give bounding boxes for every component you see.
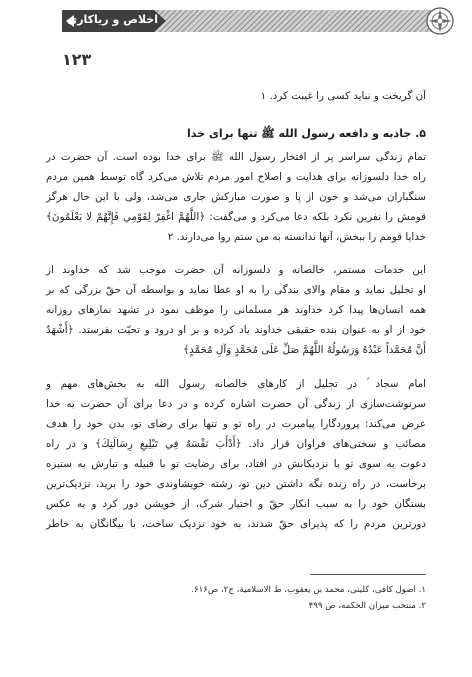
- paragraph-line: او تجلیل نماید و مقام والای بندگی را به او عطا نماید و بواسطه آن حقّ بزرگی که بر: [46, 284, 426, 296]
- paragraph-line: برخاست، در راه زنده نگه داشتن دین تو، رشته خویشاوندی خود را برید، نزدیک‌ترین: [46, 478, 426, 490]
- rosette-ornament-icon: [425, 6, 455, 36]
- footnote-divider: [310, 574, 426, 575]
- paragraph-line: راه خدا دلسوزانه برای هدایت و اصلاح امور مردم تلاش می‌کرد گاه توسط همین مردم: [46, 171, 426, 183]
- paragraph-line: دعوت به سوی تو با نزدیکانش در افتاد، برای رضایت تو با قبیله و تبارش به ستیزه: [46, 458, 426, 470]
- paragraph-line: قومش را نفرین نکرد بلکه دعا می‌کرد و می‌گفت: ﴿اللَّهُمَّ اغْفِرْ لِقَوْمِي فَإِنَّهُمْ لا يَعْلَمُونَ﴾: [46, 211, 426, 223]
- opening-line: آن گریخت و نباید کسی را غیبت کرد. ۱: [260, 90, 426, 102]
- paragraph-line: سرنوشت‌سازی از زندگی آن حضرت اشاره کرده و در دعا برای آن حضرت به خدا: [46, 398, 426, 410]
- chapter-title: اخلاص و ریاکاری: [67, 13, 158, 26]
- paragraph-line: دورترین مردم را که پذیرای حقّ شدند، به خود نزدیک ساخت، با بیگانگان به خاطر: [46, 518, 426, 530]
- paragraph-line: این خدمات مستمر، خالصانه و دلسوزانه آن حضرت موجب شد که خداوند از: [46, 264, 426, 276]
- paragraph-line: مصائب و سختی‌های فراوان قرار داد. ﴿أَدْأَبَ نَفْسَهُ فِي تَبْلِيغِ رِسَالَتِكَ﴾ و در راه: [46, 438, 426, 450]
- page-number: ۱۲۳: [62, 50, 92, 69]
- paragraph-line: خود از او به عنوان بنده حقیقی خداوند یاد کرده و بر او درود و تحیّت بفرستد. ﴿أَشْهَدُ: [46, 324, 426, 336]
- paragraph-line: عرض می‌کند: پروردگارا پیامبرت در راه تو و تنها برای رضای تو، بدن خود را هدف: [46, 418, 426, 430]
- paragraph-line: بستگان خود را به سبب انکار حقّ و اختیار شرک، از خویشن دور کرد و به عکس: [46, 498, 426, 510]
- paragraph-line: تمام زندگی سراسر پر از افتخار رسول الله ﷺ برای خدا بوده است. آن حضرت در: [46, 151, 426, 163]
- paragraph-line: امام سجاد ؑ در تجلیل از کارهای خالصانه رسول الله به بخش‌های مهم و: [46, 378, 426, 390]
- paragraph-line: سنگباران می‌شد و خون از پا و صورت مبارکش جاری می‌شد، ولی با این حال هرگز: [46, 191, 426, 203]
- paragraph-line: خدایا قومم را ببخش، آنها ندانسته به من ستم روا می‌دارند. ۲: [167, 231, 426, 243]
- paragraph-line: همه انسان‌ها پیدا کرد خداوند هر مسلمانی را موظف نمود در تشهد نمازهای روزانه: [46, 304, 426, 316]
- section-heading: ۵. جاذبه و دافعه رسول الله ﷺ تنها برای خدا: [186, 127, 426, 140]
- footnote-2: ۲. منتخب میزان الحکمه، ص ۴۹۹: [308, 601, 426, 611]
- paragraph-line: أَنَّ مُحَمَّداً عَبْدُهُ وَرَسُولُهُ اللَّهُمَّ صَلِّ عَلَى مُحَمَّدٍ وَآلِ مُحَمَّدٍ﴾: [183, 344, 426, 356]
- footnote-1: ۱. اصول کافی، کلینی، محمد بن یعقوب، ط الاسلامیة، ج۲، ص۶۱۶.: [191, 585, 426, 595]
